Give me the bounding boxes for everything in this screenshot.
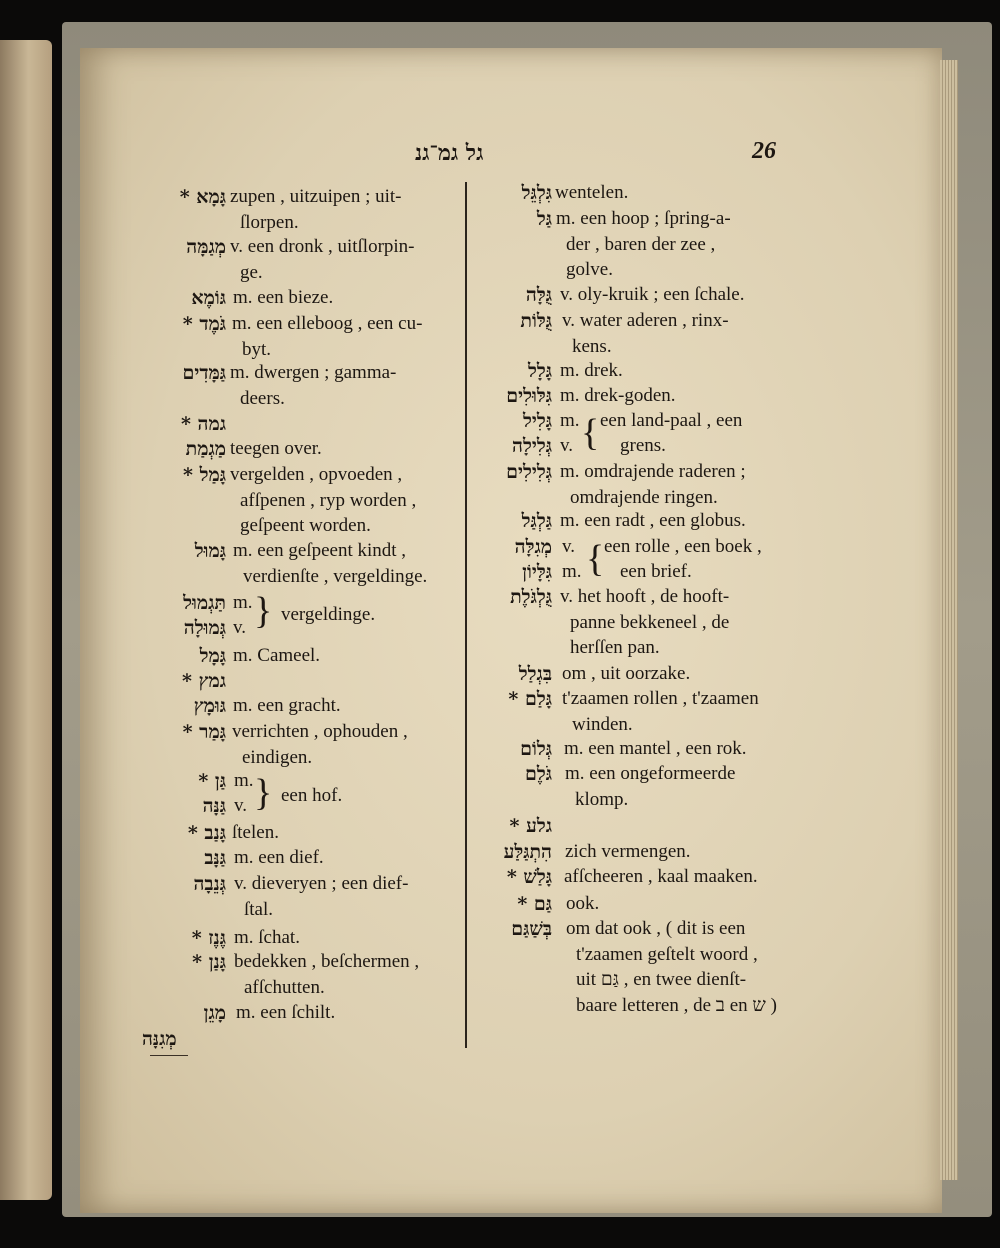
definition-line: om , uit oorzake. [562,663,691,684]
definition-line: m. Cameel. [233,645,321,666]
brace-label: een rolle , een boek , [604,536,762,557]
definition-line: afſpenen , ryp worden , [240,489,417,511]
headword: גָּמוּל [194,540,226,562]
definition-line: vergelden , opvoeden , [230,464,403,485]
definition-line: t'zaamen rollen , t'zaamen [562,688,759,709]
brace-right-1: { [581,412,600,454]
definition-line: t'zaamen geſtelt woord , [576,943,758,965]
headword: גּוֹמֶא [191,287,226,309]
headword: גמה * [180,413,226,435]
definition-line: uit גַּם , en twee dienſt- [576,969,747,990]
definition-line: byt. [242,338,272,360]
headword: גְּנֵבָה [193,873,226,895]
headword: גְּמוּלָה [183,617,226,639]
brace-label: een land-paal , een [600,410,743,431]
definition-line: ſtal. [244,898,274,920]
headword: גָּמַר * [182,721,226,743]
definition-line: omdrajende ringen. [570,486,718,508]
headword: תַּגְמוּל [183,592,226,614]
headword: גּוּמָץ [193,695,226,717]
headword: גֻּלְגֹּלֶת [510,586,552,608]
definition-line: v. dieveryen ; een dief- [234,873,409,894]
definition-line: m. dwergen ; gamma- [230,362,397,383]
headword: גָּלִיל [522,410,552,432]
headword: גַּלְגַּל [521,510,552,532]
definition-line: m. een ongeformeerde [565,763,736,784]
headword: גַּן * [198,770,226,792]
headword: גֹּלֶם [524,763,552,785]
definition-line: v. oly-kruik ; een ſchale. [560,284,745,305]
page-edges [940,60,958,1180]
definition-line: v. [560,435,574,456]
headword: גֻּלָּה [525,284,552,306]
definition-line: m. drek-goden. [560,385,676,406]
headword: גָּמָל [199,645,226,667]
headword: גָּלַם * [508,688,552,710]
definition-line: om dat ook , ( dit is een [566,918,746,939]
headword: בִּגְלַל [518,663,552,685]
definition-line: golve. [566,259,613,280]
definition-line: m. een geſpeent kindt , [233,540,407,561]
headword: גַּמָּדִים [182,362,226,384]
headword: גָּנַב * [187,822,226,844]
headword: גַּנָּב [204,847,226,869]
definition-line: kens. [572,335,612,357]
headword: גלע * [509,815,552,837]
definition-line: v. [562,536,576,557]
definition-line: klomp. [575,788,629,810]
facing-page-edge [0,40,52,1200]
brace-label: grens. [620,435,666,456]
headword: גְּלִילִים [506,461,552,483]
headword: בְּשַׁגַּם [511,918,552,940]
definition-line: v. [234,795,248,816]
headword: גָּנַן * [192,951,226,973]
catchword: מְגִנָּה [142,1028,177,1050]
headword: גֹּמֶד * [182,313,226,335]
headword: מְגִלָּה [514,536,552,558]
definition-line: geſpeent worden. [240,515,371,536]
headword: גִּלְגֵּל [521,182,552,204]
brace-label: een brief. [620,561,692,582]
headword: גמץ * [182,670,226,692]
running-title: גל גמ־גנ [415,140,484,166]
definition-line: zich vermengen. [565,841,691,862]
headword: גָּלַשׁ * [506,866,552,888]
brace-right-2: { [586,538,605,580]
headword: גְּלִילָה [512,435,552,457]
definition-line: zupen , uitzuipen ; uit- [230,186,402,207]
headword: גִּלּוּלִים [506,385,552,407]
brace-left-2: } [254,772,273,814]
definition-line: panne bekkeneel , de [570,611,730,633]
definition-line: v. water aderen , rinx- [562,310,729,331]
definition-line: m. een radt , een globus. [560,510,746,531]
definition-line: m. een mantel , een rok. [564,738,747,759]
definition-line: m. een elleboog , een cu- [232,313,423,334]
definition-line: m. [234,770,254,791]
definition-line: winden. [572,713,633,735]
headword: גֶּנֶז * [191,927,226,949]
definition-line: deers. [240,387,285,409]
definition-line: ſlorpen. [240,211,299,233]
definition-line: verrichten , ophouden , [232,721,408,742]
definition-line: wentelen. [555,182,629,203]
headword: מַגְמַת [185,438,226,460]
definition-line: m. omdrajende raderen ; [560,461,746,482]
definition-line: m. een dief. [234,847,324,868]
definition-line: eindigen. [242,746,313,768]
definition-line: verdienſte , vergeldinge. [243,565,428,587]
definition-line: teegen over. [230,438,322,459]
headword: גַּנָּה [202,795,226,817]
definition-line: ſtelen. [232,822,279,843]
headword: הִתְגַּלַּע [503,841,552,863]
brace-left-1: } [254,590,273,632]
definition-line: bedekken , beſchermen , [234,951,420,972]
definition-line: m. een gracht. [233,695,341,716]
definition-line: m. [233,592,253,613]
definition-line: m. een ſchilt. [236,1002,336,1023]
headword: גָּמָא * [179,186,226,208]
headword: גַּל [536,208,552,230]
definition-line: afſchutten. [244,976,325,998]
definition-line: m. [562,561,582,582]
headword: גַּם * [517,893,552,915]
brace-label: een hof. [281,785,343,806]
definition-line: afſcheeren , kaal maaken. [564,866,758,887]
definition-line: m. ſchat. [234,927,300,948]
headword: גָּמַל * [183,464,226,486]
headword: מָגֵן [203,1002,226,1024]
page-number: 26 [752,138,776,164]
brace-label: vergeldinge. [281,604,376,625]
headword: מְגַמָּה [186,236,226,258]
definition-line: m. een bieze. [233,287,334,308]
definition-line: ook. [566,893,600,914]
column-divider [465,182,467,1048]
definition-line: ge. [240,261,263,283]
headword: גִּלָּיוֹן [522,561,552,583]
headword: גֻּלּוֹת [520,310,552,332]
definition-line: der , baren der zee , [566,233,716,255]
definition-line: m. [560,410,580,431]
headword: גְּלוֹם [520,738,552,760]
definition-line: v. een dronk , uitſlorpin- [230,236,415,257]
definition-line: baare letteren , de ב en ש ) [576,994,777,1016]
definition-line: herſſen pan. [570,637,660,658]
definition-line: m. een hoop ; ſpring-a- [556,208,731,229]
headword: גָּלָל [527,360,552,382]
definition-line: m. drek. [560,360,623,381]
catchword-underline [150,1055,188,1056]
definition-line: v. [233,617,247,638]
definition-line: v. het hooft , de hooft- [560,586,730,607]
